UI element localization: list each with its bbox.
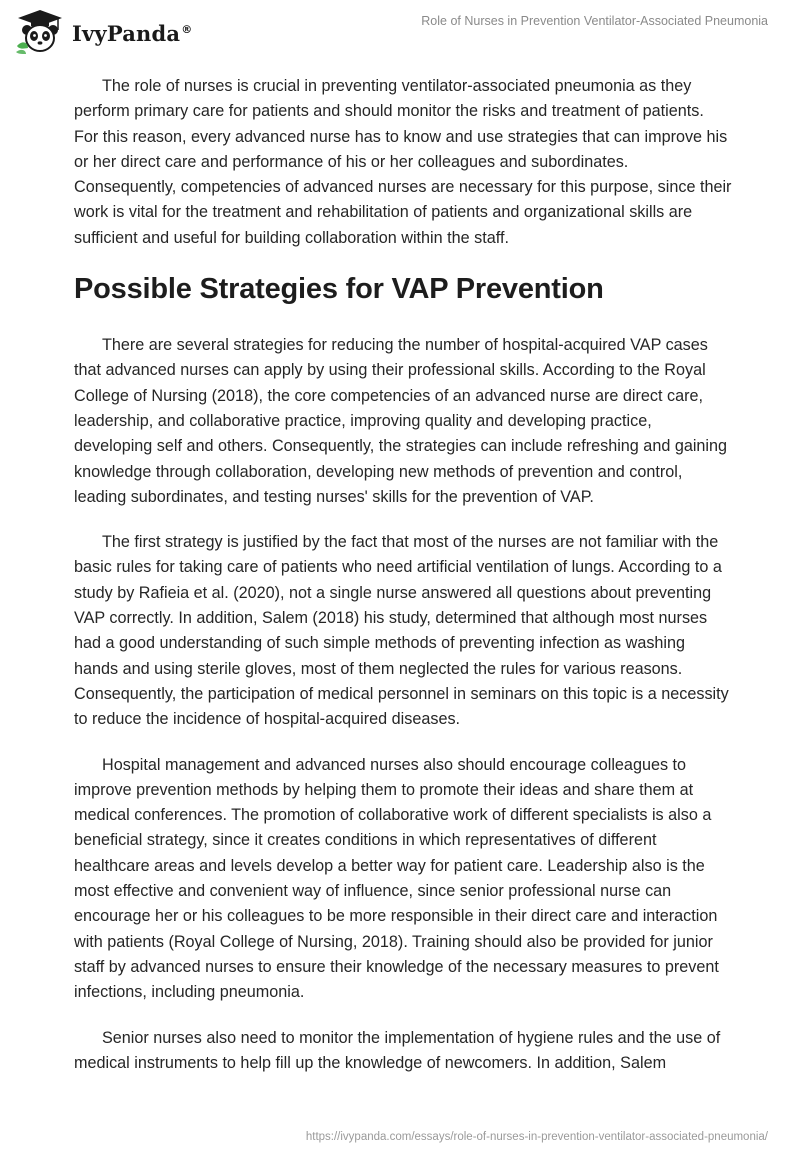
paragraph-3: Hospital management and advanced nurses also should encourage colleagues to improve prevention methods by helping them to promote their ideas and share them at medical conferences. The promotion of collaborative work of different specialists is also a beneficial strategy, since it creates conditions in which representatives of different healthcare areas and levels develop a better way for patient care. Leadership also is the most effective and convenient way of influence, since senior professional nurse can encourage her or his colleagues to be more responsible in their direct care and interaction with patients (Royal College of Nursing, 2018). Training should also be provided for junior staff by advanced nurses to ensure their knowledge of the necessary measures to prevent infections, including pneumonia.: [74, 755, 719, 1002]
brand-name: [72, 21, 192, 46]
page-header: [0, 0, 800, 60]
paragraph-2: The first strategy is justified by the fact that most of the nurses are not familiar with the basic rules for taking care of patients who need artificial ventilation of lungs. According to a study by Rafieia et al. (2020), not a single nurse answered all questions about preventing VAP correctly. In addition, Salem (2018) his study, determined that although most nurses had a good understanding of such simple methods of preventing infection as washing hands and using sterile gloves, most of them neglected the rules for various reasons. Consequently, the participation of medical personnel in seminars on this topic is a necessity to reduce the incidence of hospital-acquired diseases.: [74, 533, 729, 729]
paragraph-4: Senior nurses also need to monitor the implementation of hygiene rules and the use of medical instruments to help fill up the knowledge of newcomers. In addition, Salem: [74, 1028, 721, 1072]
section-heading: Possible Strategies for VAP Prevention: [74, 273, 604, 306]
intro-paragraph: The role of nurses is crucial in preventing ventilator-associated pneumonia as they perform primary care for patients and should monitor the risks and treatment of patients. For this reason, every advanced nurse has to know and use strategies that can improve his or her direct care and performance of his or her colleagues and subordinates. Consequently, competencies of advanced nurses are necessary for this purpose, since their work is vital for the treatment and rehabilitation of patients and organizational skills are sufficient and useful for building collaboration within the staff.: [74, 77, 732, 247]
panda-graduate-icon: [14, 8, 66, 54]
source-url[interactable]: https://ivypanda.com/essays/role-of-nurses-in-prevention-ventilator-associated-pneumonia/: [305, 1131, 768, 1143]
brand-text: IvyPanda: [72, 20, 181, 46]
ivypanda-logo[interactable]: [14, 8, 192, 54]
paragraph-1: There are several strategies for reducing the number of hospital-acquired VAP cases that advanced nurses can apply by using their professional skills. According to the Royal College of Nursing (2018), the core competencies of an advanced nurse are direct care, leadership, and collaborative practice, improving quality and developing practice, developing self and others. Consequently, the strategies can include refreshing and gaining knowledge through collaboration, developing new methods of prevention and control, leading subordinates, and testing nurses' skills for the prevention of VAP.: [74, 336, 728, 506]
registered-mark: ®: [181, 22, 193, 36]
article-body: [74, 74, 732, 1096]
document-title: Role of Nurses in Prevention Ventilator-Associated Pneumonia: [421, 14, 768, 28]
